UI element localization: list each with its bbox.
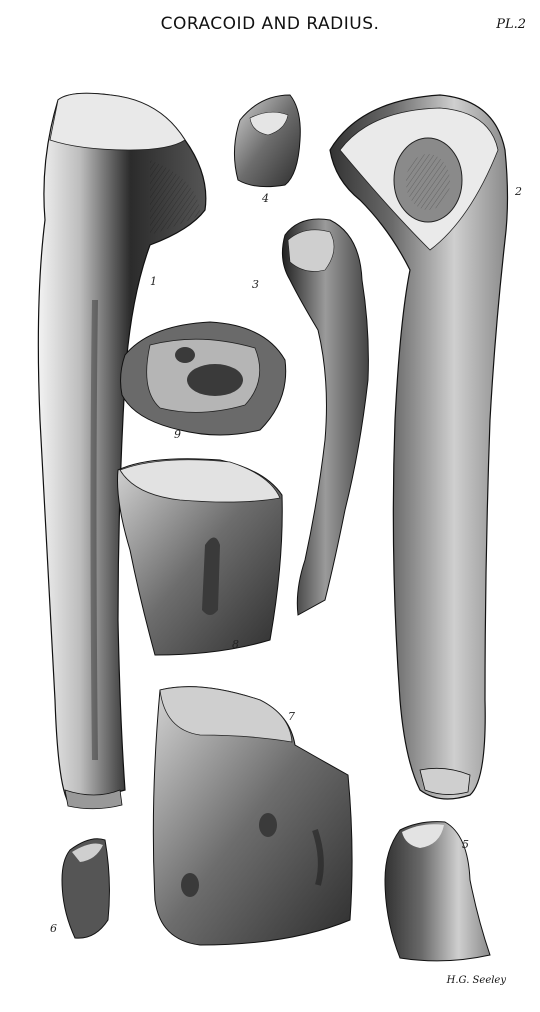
bone-fig-3: [282, 219, 368, 615]
bone-fig-6: [62, 839, 109, 938]
figure-label-3: 3: [252, 278, 259, 291]
plate-number: PL.2: [496, 17, 526, 32]
figure-label-1: 1: [150, 275, 157, 288]
figure-label-9: 9: [174, 428, 181, 441]
figure-label-5: 5: [462, 838, 469, 851]
figure-label-8: 8: [232, 638, 239, 651]
figure-label-7: 7: [288, 710, 295, 723]
bone-fig-9: [121, 322, 286, 435]
artist-signature: H.G. Seeley: [446, 975, 506, 986]
bone-fig-7: [153, 687, 352, 945]
bone-fig-5: [385, 822, 490, 961]
plate-title: CORACOID AND RADIUS.: [160, 14, 380, 34]
figure-label-6: 6: [50, 922, 57, 935]
figure-label-4: 4: [262, 192, 269, 205]
figure-label-2: 2: [515, 185, 522, 198]
bone-fig-8: [118, 459, 283, 655]
bone-fig-4: [234, 95, 300, 187]
